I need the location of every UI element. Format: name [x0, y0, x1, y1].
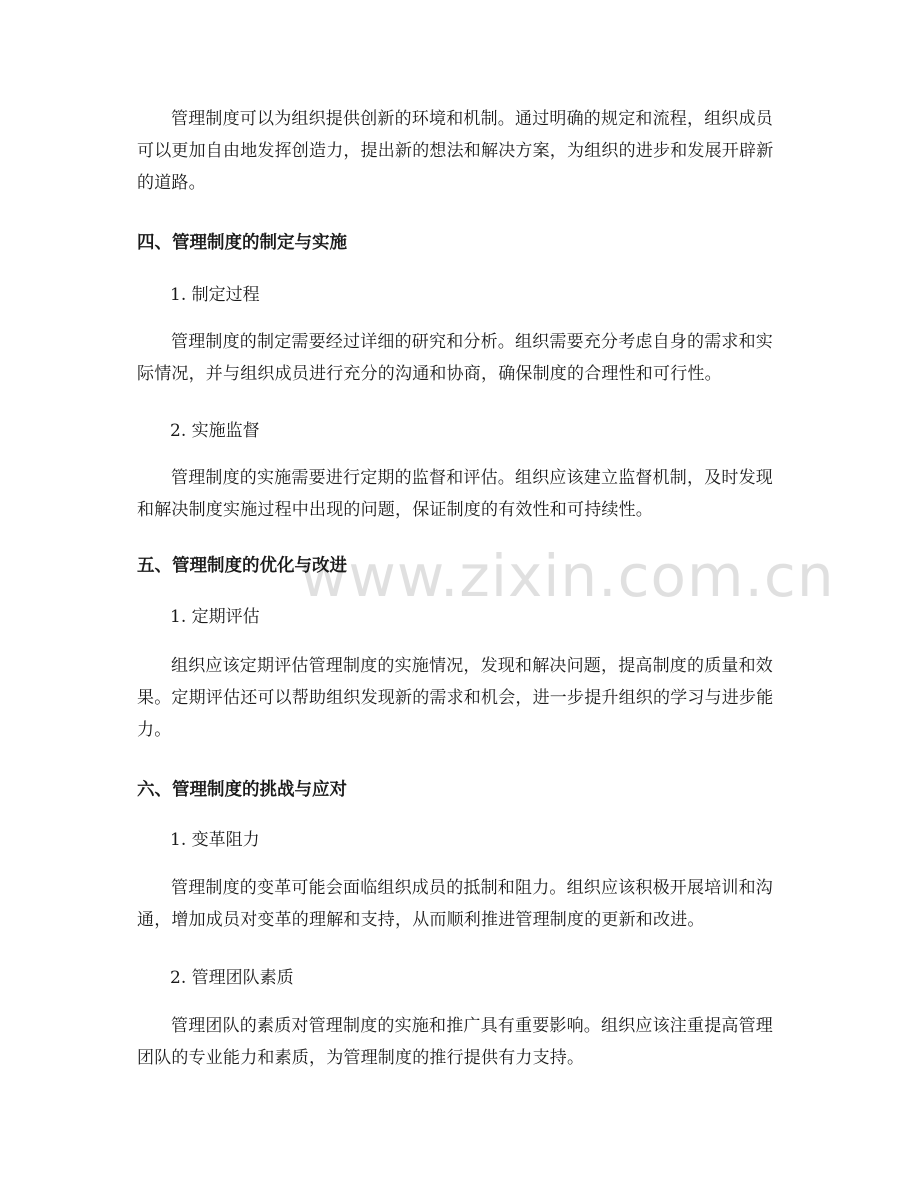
paragraph-team-quality: 管理团队的素质对管理制度的实施和推广具有重要影响。组织应该注重提高管理团队的专业能力和素质，为管理制度的推行提供有力支持。	[137, 1016, 773, 1068]
watermark: www.zixin.com.cn	[300, 542, 835, 610]
paragraph-supervision: 管理制度的实施需要进行定期的监督和评估。组织应该建立监督机制，及时发现和解决制度实施过程中出现的问题，保证制度的有效性和可持续性。	[137, 468, 773, 520]
paragraph-evaluation: 组织应该定期评估管理制度的实施情况，发现和解决问题，提高制度的质量和效果。定期评估还可以帮助组织发现新的需求和机会，进一步提升组织的学习与进步能力。	[137, 656, 774, 740]
section-heading-4: 四、管理制度的制定与实施	[137, 233, 347, 253]
section-heading-6: 六、管理制度的挑战与应对	[137, 780, 347, 800]
subheading-regular-evaluation: 1. 定期评估	[170, 607, 260, 627]
section-heading-5: 五、管理制度的优化与改进	[137, 556, 347, 576]
paragraph-resistance: 管理制度的变革可能会面临组织成员的抵制和阻力。组织应该积极开展培训和沟通，增加成员对变革的理解和支持，从而顺利推进管理制度的更新和改进。	[137, 878, 773, 930]
paragraph-innovation: 管理制度可以为组织提供创新的环境和机制。通过明确的规定和流程，组织成员可以更加自由地发挥创造力，提出新的想法和解决方案，为组织的进步和发展开辟新的道路。	[137, 109, 774, 193]
subheading-formulation-process: 1. 制定过程	[170, 285, 260, 305]
subheading-implementation-supervision: 2. 实施监督	[170, 421, 260, 441]
subheading-change-resistance: 1. 变革阻力	[170, 830, 260, 850]
paragraph-formulation: 管理制度的制定需要经过详细的研究和分析。组织需要充分考虑自身的需求和实际情况，并与组织成员进行充分的沟通和协商，确保制度的合理性和可行性。	[137, 332, 773, 384]
subheading-team-quality: 2. 管理团队素质	[170, 968, 294, 988]
